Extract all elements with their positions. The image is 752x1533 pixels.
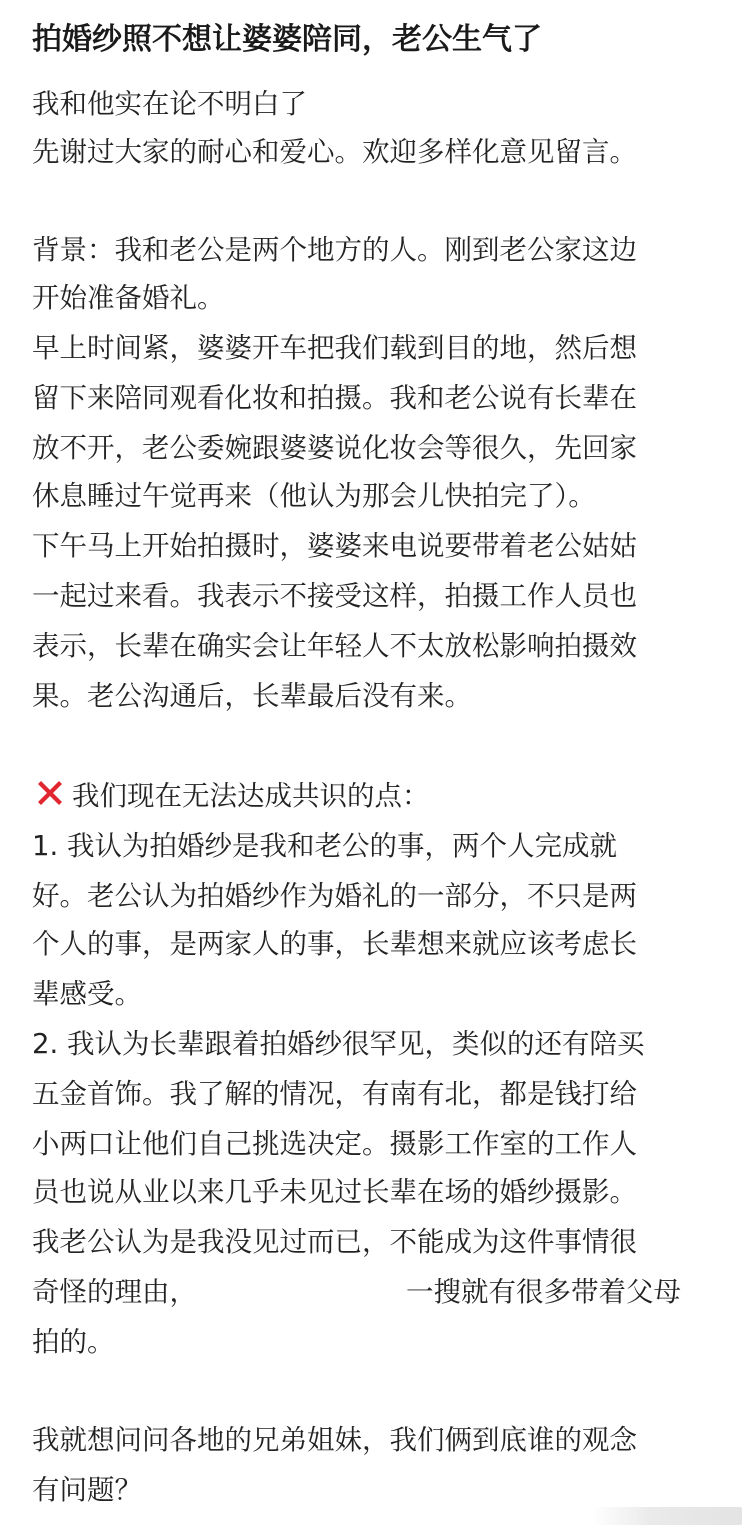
text-line: 休息睡过午觉再来（他认为那会儿快拍完了）。 [32, 480, 596, 512]
text-line: 下午马上开始拍摄时，婆婆来电说要带着老公姑姑 [32, 530, 637, 562]
text-line: 开始准备婚礼。 [32, 282, 225, 314]
text-line: 2. 我认为长辈跟着拍婚纱很罕见，类似的还有陪买 [32, 1028, 645, 1060]
text-line: 我老公认为是我没见过而已，不能成为这件事情很 [32, 1226, 637, 1258]
text-line: 一搜就有很多带着父母 [406, 1276, 681, 1308]
text-line: 辈感受。 [32, 978, 142, 1010]
text-line: 背景：我和老公是两个地方的人。刚到老公家这边 [32, 234, 637, 266]
watermark [592, 1507, 742, 1525]
text-line: 个人的事，是两家人的事，长辈想来就应该考虑长 [32, 928, 637, 960]
text-line: 有问题？ [32, 1474, 142, 1506]
text-line: 果。老公沟通后，长辈最后没有来。 [32, 680, 472, 712]
post-title: 拍婚纱照不想让婆婆陪同，老公生气了 [32, 22, 542, 57]
text-line: 早上时间紧，婆婆开车把我们载到目的地，然后想 [32, 332, 637, 364]
text-line: 1. 我认为拍婚纱是我和老公的事，两个人完成就 [32, 830, 617, 862]
text-line: 先谢过大家的耐心和爱心。欢迎多样化意见留言。 [32, 136, 637, 168]
text-line: 一起过来看。我表示不接受这样，拍摄工作人员也 [32, 580, 637, 612]
cross-mark-icon [32, 775, 68, 811]
consensus-heading [32, 775, 430, 816]
text-line: 我和他实在论不明白了 [32, 88, 307, 120]
text-line: 拍的。 [32, 1326, 115, 1358]
text-line: 员也说从业以来几乎未见过长辈在场的婚纱摄影。 [32, 1176, 637, 1208]
text-line: 好。老公认为拍婚纱作为婚礼的一部分，不只是两 [32, 880, 637, 912]
text-line: 奇怪的理由， [32, 1276, 197, 1308]
consensus-heading-text: 我们现在无法达成共识的点： [72, 780, 430, 812]
text-line: 放不开，老公委婉跟婆婆说化妆会等很久，先回家 [32, 432, 637, 464]
text-line: 留下来陪同观看化妆和拍摄。我和老公说有长辈在 [32, 382, 637, 414]
text-line: 我就想问问各地的兄弟姐妹，我们俩到底谁的观念 [32, 1424, 637, 1456]
text-line: 小两口让他们自己挑选决定。摄影工作室的工作人 [32, 1128, 637, 1160]
text-line: 五金首饰。我了解的情况，有南有北，都是钱打给 [32, 1078, 637, 1110]
text-line: 表示，长辈在确实会让年轻人不太放松影响拍摄效 [32, 630, 637, 662]
